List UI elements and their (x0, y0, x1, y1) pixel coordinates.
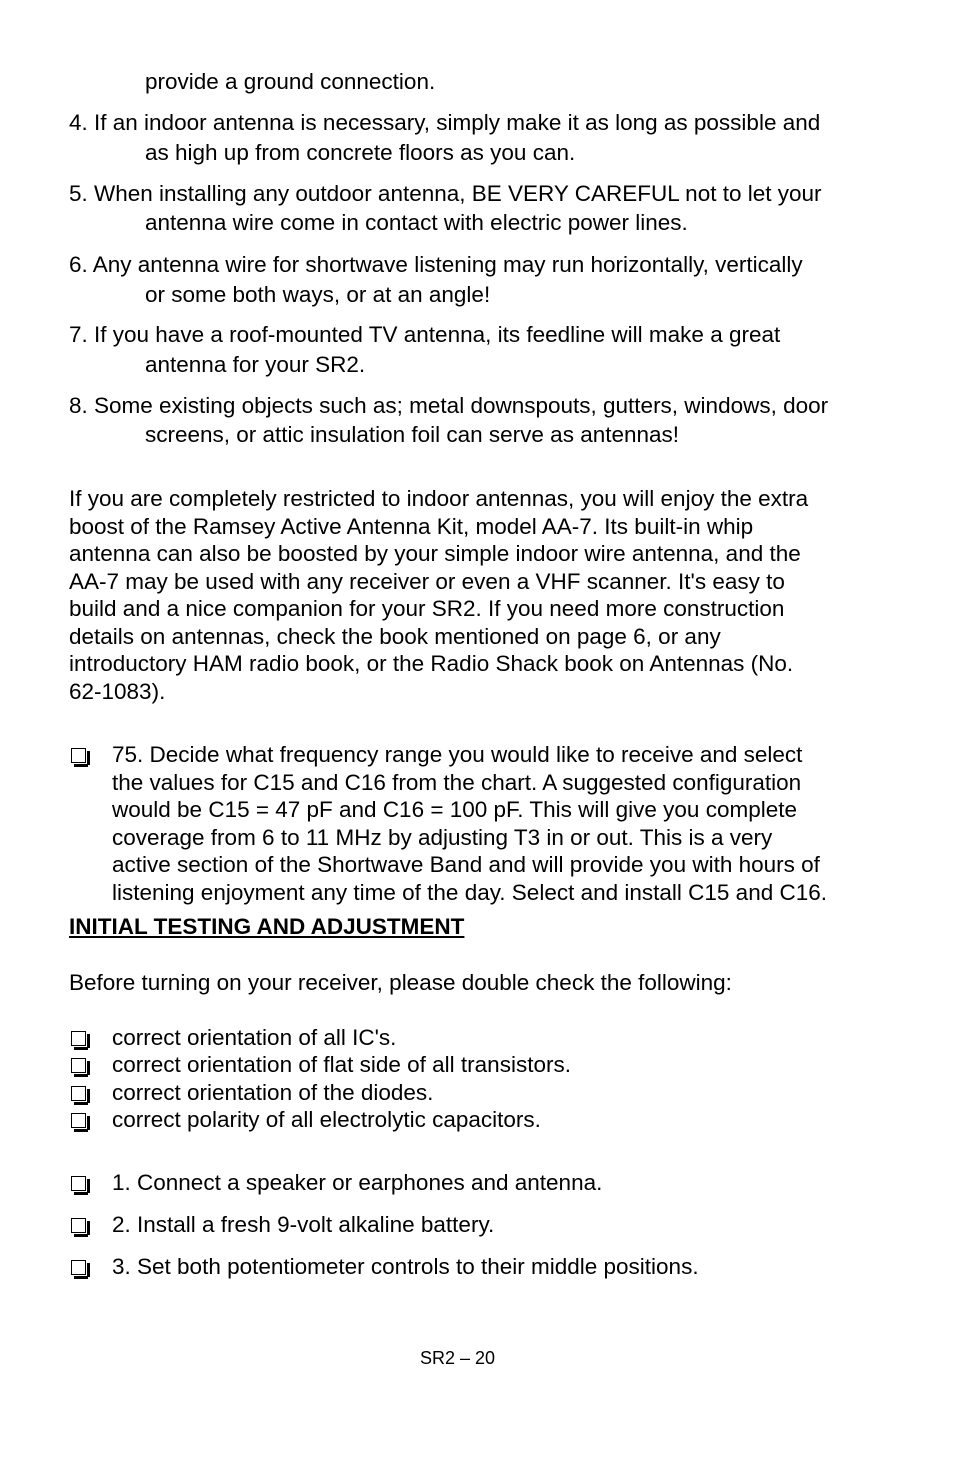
step-75-text (112, 741, 827, 906)
step-3-checkbox[interactable] (71, 1260, 86, 1275)
check-ic-label: correct orientation of all IC's. (112, 1025, 397, 1050)
intro-text: Before turning on your receiver, please double check the following: (69, 970, 732, 995)
list-item-5: 5. When installing any outdoor antenna, BE VERY CAREFUL not to let your (69, 181, 822, 206)
paragraph-line: introductory HAM radio book, or the Radio Shack book on Antennas (No. (69, 651, 794, 676)
page-footer: SR2 – 20 (420, 1348, 496, 1368)
step-2-checkbox[interactable] (71, 1218, 86, 1233)
list-item-7: 7. If you have a roof-mounted TV antenna, its feedline will make a great (69, 322, 781, 347)
step-75-line: the values for C15 and C16 from the chart. A suggested configuration (112, 769, 802, 795)
paragraph-line: boost of the Ramsey Active Antenna Kit, model AA-7. Its built-in whip (69, 513, 754, 539)
check-transistor-label: correct orientation of flat side of all transistors. (112, 1052, 571, 1077)
paragraph-line: details on antennas, check the book mentioned on page 6, or any (69, 623, 721, 649)
paragraph-line: AA-7 may be used with any receiver or even a VHF scanner. It's easy to (69, 568, 785, 594)
paragraph-line: If you are completely restricted to indoor antennas, you will enjoy the extra (69, 486, 809, 511)
paragraph-line: 62-1083). (69, 678, 166, 704)
list-item-6-continued: or some both ways, or at an angle! (145, 282, 491, 307)
list-item-8: 8. Some existing objects such as; metal downspouts, gutters, windows, door (69, 393, 829, 418)
step-2-label: 2. Install a fresh 9-volt alkaline battery. (112, 1212, 495, 1237)
step-75-line: coverage from 6 to 11 MHz by adjusting T3 in or out. This is a very (112, 824, 773, 850)
step-75-line: would be C15 = 47 pF and C16 = 100 pF. This will give you complete (112, 797, 797, 822)
check-transistor-checkbox[interactable] (71, 1058, 86, 1073)
list-item-3-continued: provide a ground connection. (145, 69, 436, 94)
antenna-paragraph (69, 485, 808, 705)
step-1-label: 1. Connect a speaker or earphones and antenna. (112, 1170, 603, 1195)
step-1-checkbox[interactable] (71, 1176, 86, 1191)
step-75-line: active section of the Shortwave Band and will provide you with hours of (112, 852, 820, 877)
paragraph-line: antenna can also be boosted by your simple indoor wire antenna, and the (69, 541, 801, 566)
step-75-checkbox[interactable] (71, 748, 86, 763)
list-item-5-continued: antenna wire come in contact with electric power lines. (145, 210, 688, 235)
paragraph-line: build and a nice companion for your SR2. If you need more construction (69, 596, 785, 621)
check-capacitor-checkbox[interactable] (71, 1113, 86, 1128)
step-75-line: listening enjoyment any time of the day. Select and install C15 and C16. (112, 879, 828, 905)
step-75-line: 75. Decide what frequency range you would like to receive and select (112, 742, 803, 767)
list-item-4: 4. If an indoor antenna is necessary, simply make it as long as possible and (69, 110, 821, 135)
check-ic-checkbox[interactable] (71, 1031, 86, 1046)
list-item-7-continued: antenna for your SR2. (145, 352, 366, 377)
section-heading: INITIAL TESTING AND ADJUSTMENT (69, 914, 465, 939)
list-item-4-continued: as high up from concrete floors as you can. (145, 140, 576, 165)
check-diode-label: correct orientation of the diodes. (112, 1080, 434, 1105)
check-capacitor-label: correct polarity of all electrolytic capacitors. (112, 1107, 541, 1132)
step-3-label: 3. Set both potentiometer controls to their middle positions. (112, 1254, 699, 1279)
list-item-6: 6. Any antenna wire for shortwave listening may run horizontally, vertically (69, 252, 803, 277)
list-item-8-continued: screens, or attic insulation foil can serve as antennas! (145, 422, 680, 447)
check-diode-checkbox[interactable] (71, 1086, 86, 1101)
